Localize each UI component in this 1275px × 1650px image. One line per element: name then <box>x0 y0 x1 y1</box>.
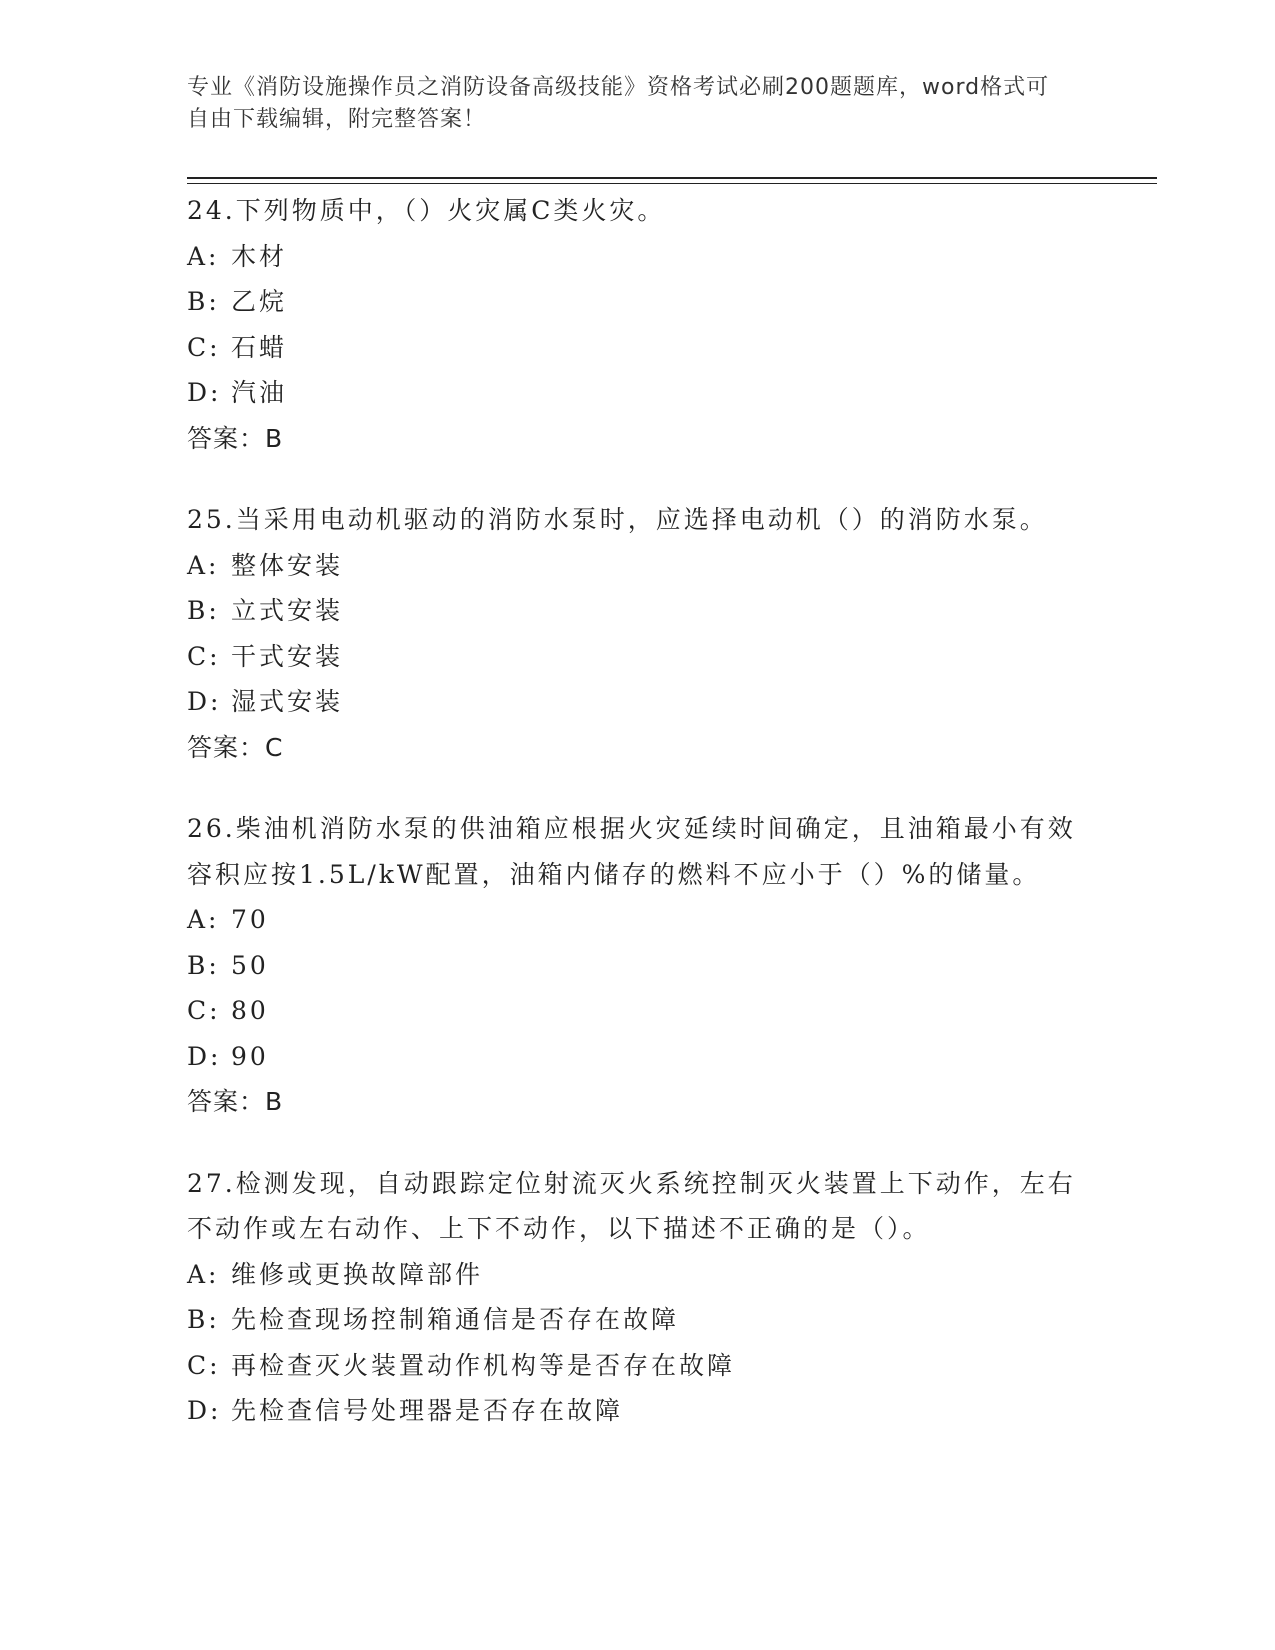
option-letter: D: <box>187 1396 222 1425</box>
option-text: 再检查灭火装置动作机构等是否存在故障 <box>231 1350 736 1380</box>
option-letter: A: <box>187 241 220 271</box>
option-letter: B: <box>187 596 220 625</box>
question-24 <box>187 188 1087 461</box>
option-text: 乙烷 <box>231 287 288 316</box>
option-text: 整体安装 <box>231 550 344 580</box>
question-25 <box>187 497 1087 770</box>
option-text: 50 <box>231 950 269 980</box>
option-a <box>187 1252 1087 1298</box>
option-text: 汽油 <box>231 378 288 407</box>
option-text: 先检查信号处理器是否存在故障 <box>231 1396 624 1425</box>
option-letter: A: <box>187 905 220 934</box>
question-26 <box>187 806 1087 1125</box>
option-c <box>187 988 1087 1034</box>
document-header: 专业《消防设施操作员之消防设备高级技能》资格考试必刷200题题库，word格式可自由下载编辑，附完整答案！ <box>187 75 1050 132</box>
option-text: 木材 <box>231 241 288 271</box>
option-c <box>187 1343 1087 1389</box>
option-b <box>187 588 1087 634</box>
option-text: 80 <box>231 996 269 1025</box>
option-letter: B: <box>187 287 220 316</box>
option-letter: D: <box>187 378 222 407</box>
option-c <box>187 325 1087 371</box>
option-text: 先检查现场控制箱通信是否存在故障 <box>231 1305 680 1334</box>
answer-line: 答案：B <box>187 1087 284 1116</box>
option-c <box>187 634 1087 680</box>
option-d <box>187 370 1087 416</box>
option-letter: B: <box>187 950 220 980</box>
option-letter: D: <box>187 1041 222 1071</box>
option-b <box>187 943 1087 989</box>
question-stem: 27.检测发现，自动跟踪定位射流灭火系统控制灭火装置上下动作，左右不动作或左右动作、上下不动作，以下描述不正确的是（）。 <box>187 1168 1076 1243</box>
option-b <box>187 279 1087 325</box>
option-letter: D: <box>187 687 222 716</box>
option-a <box>187 897 1087 943</box>
question-stem: 24.下列物质中，（）火灾属C类火灾。 <box>187 196 666 225</box>
option-text: 立式安装 <box>231 596 344 625</box>
option-text: 70 <box>231 905 269 934</box>
option-b <box>187 1297 1087 1343</box>
option-a <box>187 543 1087 589</box>
option-d <box>187 1388 1087 1434</box>
option-text: 维修或更换故障部件 <box>231 1259 484 1289</box>
question-list <box>187 188 1087 1470</box>
question-stem: 25.当采用电动机驱动的消防水泵时，应选择电动机（）的消防水泵。 <box>187 505 1048 534</box>
option-letter: A: <box>187 1259 220 1289</box>
option-letter: C: <box>187 996 221 1025</box>
option-letter: A: <box>187 550 220 580</box>
option-text: 湿式安装 <box>231 687 344 716</box>
answer-line: 答案：C <box>187 732 284 762</box>
question-stem: 26.柴油机消防水泵的供油箱应根据火灾延续时间确定，且油箱最小有效容积应按1.5L/kW配置，油箱内储存的燃料不应小于（）%的储量。 <box>187 814 1076 889</box>
option-a <box>187 234 1087 280</box>
header-rule-thick <box>187 177 1157 179</box>
header-rule-thin <box>187 183 1157 184</box>
option-d <box>187 1034 1087 1080</box>
option-letter: B: <box>187 1305 220 1334</box>
option-text: 干式安装 <box>231 641 344 671</box>
option-d <box>187 679 1087 725</box>
option-letter: C: <box>187 332 221 362</box>
option-text: 90 <box>231 1041 269 1071</box>
option-letter: C: <box>187 641 221 671</box>
question-27 <box>187 1161 1087 1434</box>
answer-line: 答案：B <box>187 423 284 453</box>
option-text: 石蜡 <box>231 332 288 362</box>
option-letter: C: <box>187 1350 221 1380</box>
